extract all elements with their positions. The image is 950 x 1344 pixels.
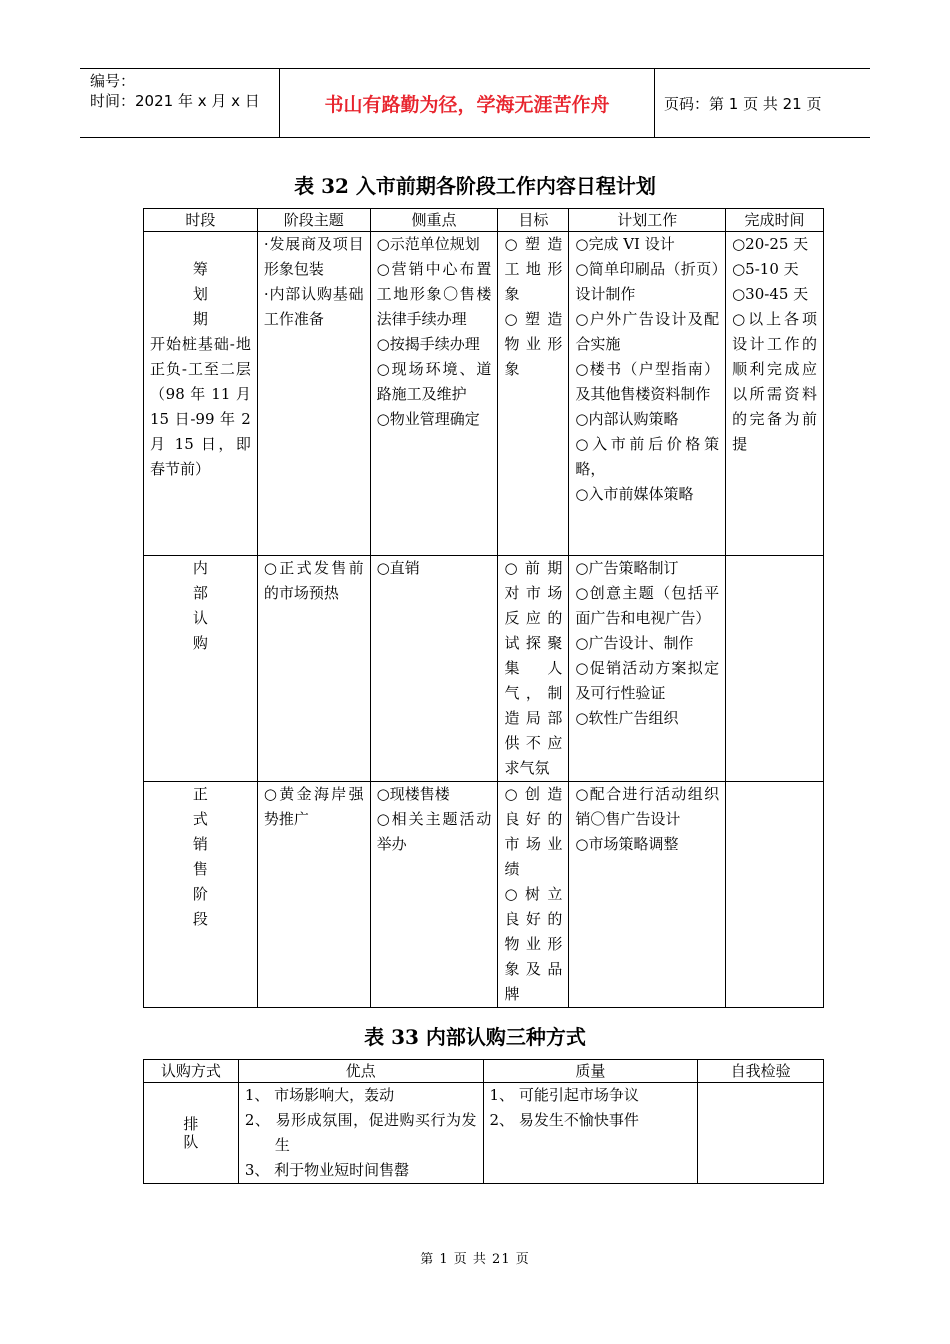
table33-header-row <box>144 1060 824 1083</box>
goal-cell <box>498 232 569 556</box>
cell-line: ○以上各项设计工作的顺利完成应以所需资料的完备为前提 <box>732 310 817 453</box>
cell-line: ○树立良好的物业形象及品牌 <box>504 885 563 1003</box>
cell-line: ○创造良好的市场业绩 <box>504 785 563 878</box>
page-footer: 第 1 页 共 21 页 <box>420 1252 530 1267</box>
cell-line: ○黄金海岸强势推广 <box>263 785 364 828</box>
cell-line: ○直销 <box>376 559 420 577</box>
cell-line: ○简单印刷品（折页）设计制作 <box>575 260 720 303</box>
header-cell: 自我检验 <box>698 1060 824 1083</box>
table-row <box>144 782 824 1008</box>
cell-line: ○促销活动方案拟定及可行性验证 <box>575 659 720 702</box>
table32-title: 表 32 入市前期各阶段工作内容日程计划 <box>294 174 656 198</box>
time-cell <box>726 232 824 556</box>
cell-line: 3、 利于物业短时间售罄 <box>244 1161 410 1179</box>
cell-line: ○入市前后价格策略， <box>575 435 720 478</box>
focus-cell <box>370 556 498 782</box>
cell-line: ○30-45 天 <box>732 285 809 303</box>
cell-line: ○现场环境、道路施工及维护 <box>376 360 492 403</box>
method-char: 排 <box>183 1115 199 1133</box>
cell-line: 1、 市场影响大，轰动 <box>244 1086 395 1104</box>
table32 <box>143 208 824 1008</box>
cell-line: ○5-10 天 <box>732 260 799 278</box>
cell-line: ○内部认购策略 <box>575 410 679 428</box>
cell-line: ○正式发售前的市场预热 <box>263 559 364 602</box>
header-motto: 书山有路勤为径，学海无涯苦作舟 <box>280 69 655 137</box>
table32-header-row <box>144 209 824 232</box>
table-row <box>144 556 824 782</box>
header-page-number: 页码：第 1 页 共 21 页 <box>664 94 822 113</box>
cell-line: ○塑造工地形象 <box>504 235 563 303</box>
period-cell <box>144 782 258 1008</box>
header-cell: 认购方式 <box>144 1060 239 1083</box>
period-char: 期 <box>192 310 208 328</box>
period-char: 内 <box>192 559 208 577</box>
time-cell <box>726 556 824 782</box>
cell-line: 2、 易发生不愉快事件 <box>489 1111 639 1129</box>
header-cell: 目标 <box>498 209 569 232</box>
cell-line: ○物业管理确定 <box>376 410 480 428</box>
cell-line: ○软性广告组织 <box>575 709 679 727</box>
cell-line: 2、 易形成氛围，促进购买行为发生 <box>244 1111 477 1154</box>
period-cell <box>144 556 258 782</box>
focus-cell <box>370 232 498 556</box>
period-char: 售 <box>192 860 208 878</box>
header-cell: 时段 <box>144 209 258 232</box>
theme-cell <box>257 556 370 782</box>
table-row <box>144 232 824 556</box>
period-char: 划 <box>192 285 208 303</box>
period-note: 开始桩基础-地正负-工至二层（98 年 11 月 15 日-99 年 2 月 15 日，即春节前） <box>150 335 251 478</box>
period-char: 购 <box>192 634 208 652</box>
quality-cell <box>483 1083 698 1184</box>
cell-line: ○营销中心布置工地形象〇售楼法律手续办理 <box>376 260 492 328</box>
table33-title: 表 33 内部认购三种方式 <box>364 1025 586 1049</box>
cell-line: ○创意主题（包括平面广告和电视广告） <box>575 584 720 627</box>
time-label: 时间：2021 年 x 月 x 日 <box>90 92 260 110</box>
number-label: 编号： <box>90 72 136 90</box>
header-cell: 完成时间 <box>726 209 824 232</box>
period-char: 筹 <box>192 260 208 278</box>
work-cell <box>569 782 726 1008</box>
work-cell <box>569 556 726 782</box>
header-cell: 质量 <box>483 1060 698 1083</box>
header-cell: 侧重点 <box>370 209 498 232</box>
cell-line: ○塑造物业形象 <box>504 310 563 378</box>
period-char: 阶 <box>192 885 208 903</box>
header-cell: 优点 <box>238 1060 483 1083</box>
header-info <box>80 69 280 137</box>
cell-line: ○前期对市场反应的试探聚集人气，制造局部供不应求气氛 <box>504 559 563 777</box>
table-row <box>144 1083 824 1184</box>
period-char: 销 <box>192 835 208 853</box>
cell-line: ○示范单位规划 <box>376 235 480 253</box>
cell-line: ○市场策略调整 <box>575 835 679 853</box>
theme-cell <box>257 782 370 1008</box>
table33 <box>143 1059 824 1184</box>
cell-line: ○按揭手续办理 <box>376 335 480 353</box>
check-cell <box>698 1083 824 1184</box>
cell-line: ○广告策略制订 <box>575 559 679 577</box>
cell-line: ○配合进行活动组织销〇售广告设计 <box>575 785 720 828</box>
header-cell: 计划工作 <box>569 209 726 232</box>
cell-line: ○相关主题活动举办 <box>376 810 492 853</box>
cell-line: 1、 可能引起市场争议 <box>489 1086 639 1104</box>
period-char: 式 <box>192 810 208 828</box>
work-cell <box>569 232 726 556</box>
header-cell: 阶段主题 <box>257 209 370 232</box>
cell-line: ·内部认购基础工作准备 <box>263 285 364 328</box>
cell-line: ○广告设计、制作 <box>575 634 694 652</box>
cell-line: ·发展商及项目形象包装 <box>263 235 364 278</box>
goal-cell <box>498 556 569 782</box>
cell-line: ○户外广告设计及配合实施 <box>575 310 720 353</box>
time-cell <box>726 782 824 1008</box>
goal-cell <box>498 782 569 1008</box>
cell-line: ○完成 VI 设计 <box>575 235 675 253</box>
period-char: 段 <box>192 910 208 928</box>
focus-cell <box>370 782 498 1008</box>
pros-cell <box>238 1083 483 1184</box>
cell-line: ○20-25 天 <box>732 235 809 253</box>
period-cell <box>144 232 258 556</box>
page-header <box>80 68 870 138</box>
method-cell <box>144 1083 239 1184</box>
cell-line: ○现楼售楼 <box>376 785 450 803</box>
theme-cell <box>257 232 370 556</box>
cell-line: ○楼书（户型指南）及其他售楼资料制作 <box>575 360 720 403</box>
method-char: 队 <box>183 1133 199 1151</box>
period-char: 认 <box>192 609 208 627</box>
period-char: 部 <box>192 584 208 602</box>
period-char: 正 <box>192 785 208 803</box>
cell-line: ○入市前媒体策略 <box>575 485 694 503</box>
